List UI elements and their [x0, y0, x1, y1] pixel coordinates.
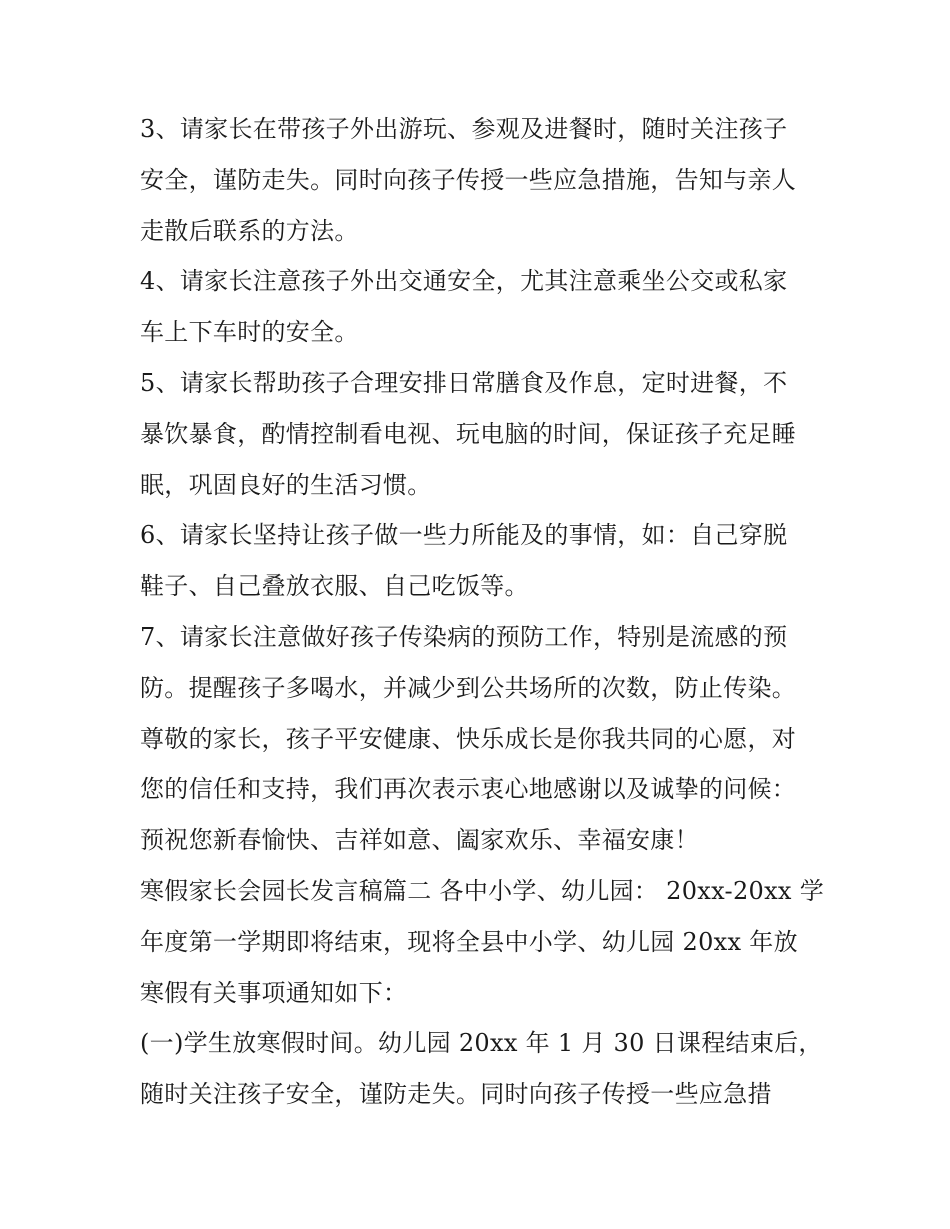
text-line: 3、请家长在带孩子外出游玩、参观及进餐时，随时关注孩子	[140, 115, 788, 143]
text-line: 5、请家长帮助孩子合理安排日常膳食及作息，定时进餐，不	[140, 368, 788, 397]
text-line: 6、请家长坚持让孩子做一些力所能及的事情，如：自己穿脱	[140, 521, 788, 550]
text-line: 寒假有关事项通知如下：	[140, 978, 408, 1007]
text-line: 鞋子、自己叠放衣服、自己吃饭等。	[140, 572, 529, 601]
text-line: (一)学生放寒假时间。幼儿园 20xx 年 1 月 30 日课程结束后，	[140, 1029, 823, 1058]
text-line: 安全，谨防走失。同时向孩子传授一些应急措施，告知与亲人	[140, 165, 797, 194]
text-line: 随时关注孩子安全，谨防走失。同时向孩子传授一些应急措	[140, 1080, 772, 1109]
text-line: 走散后联系的方法。	[140, 216, 359, 245]
text-line: 您的信任和支持，我们再次表示衷心地感谢以及诚挚的问候：	[140, 775, 797, 804]
text-line: 尊敬的家长，孩子平安健康、快乐成长是你我共同的心愿，对	[140, 724, 797, 753]
text-line: 4、请家长注意孩子外出交通安全，尤其注意乘坐公交或私家	[140, 267, 788, 296]
text-line: 防。提醒孩子多喝水，并减少到公共场所的次数，防止传染。	[140, 673, 797, 702]
text-line: 暴饮暴食，酌情控制看电视、玩电脑的时间，保证孩子充足睡	[140, 419, 797, 448]
text-line: 寒假家长会园长发言稿篇二 各中小学、幼儿园： 20xx-20xx 学	[140, 876, 824, 905]
text-line: 年度第一学期即将结束，现将全县中小学、幼儿园 20xx 年放	[140, 927, 798, 956]
document-body	[140, 104, 830, 1120]
text-line: 预祝您新春愉快、吉祥如意、阖家欢乐、幸福安康！	[140, 826, 699, 855]
text-line: 7、请家长注意做好孩子传染病的预防工作，特别是流感的预	[140, 622, 788, 651]
text-line: 车上下车时的安全。	[140, 318, 359, 347]
text-line: 眠，巩固良好的生活习惯。	[140, 470, 432, 499]
